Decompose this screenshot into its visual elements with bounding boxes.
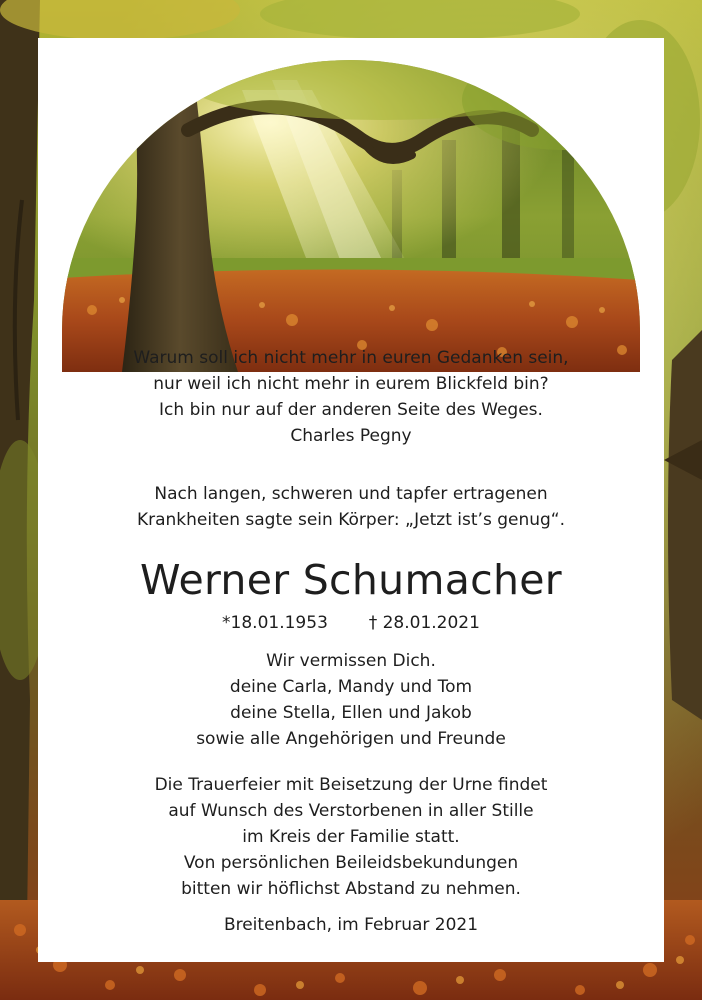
intro-section [38,481,664,533]
notice-line: Von persönlichen Beileidsbekundungen [183,853,519,873]
intro-line: Nach langen, schweren und tapfer ertragenen [154,484,548,504]
notice-line: bitten wir höflichst Abstand zu nehmen. [181,879,521,899]
quote-section [38,345,664,449]
obituary-card [38,38,664,962]
mourners-line: sowie alle Angehörigen und Freunde [196,729,506,749]
intro-line: Krankheiten sagte sein Körper: „Jetzt ist’s genug“. [136,510,566,530]
notice-line: auf Wunsch des Verstorbenen in aller Stille [168,801,534,821]
birth-date: *18.01.1953 [222,613,328,633]
quote-author: Charles Pegny [290,426,412,446]
life-dates [38,610,664,636]
notice-line: im Kreis der Familie statt. [242,827,460,847]
quote-line: Ich bin nur auf der anderen Seite des Weges. [159,400,543,420]
place-and-date: Breitenbach, im Februar 2021 [223,915,479,935]
mourners-line: deine Carla, Mandy und Tom [229,677,473,697]
mourners-section [38,648,664,752]
quote-line: nur weil ich nicht mehr in eurem Blickfeld bin? [153,374,549,394]
death-date: † 28.01.2021 [368,613,480,633]
mourners-line: deine Stella, Ellen und Jakob [230,703,472,723]
forest-arch-image [62,60,640,372]
mourners-line: Wir vermissen Dich. [266,651,436,671]
deceased-name: Werner Schumacher [140,556,562,604]
notice-line: Die Trauerfeier mit Beisetzung der Urne findet [154,775,548,795]
funeral-notice [38,772,664,902]
forest-sunlight-image [62,60,640,372]
quote-line: Warum soll ich nicht mehr in euren Gedanken sein, [133,348,569,368]
